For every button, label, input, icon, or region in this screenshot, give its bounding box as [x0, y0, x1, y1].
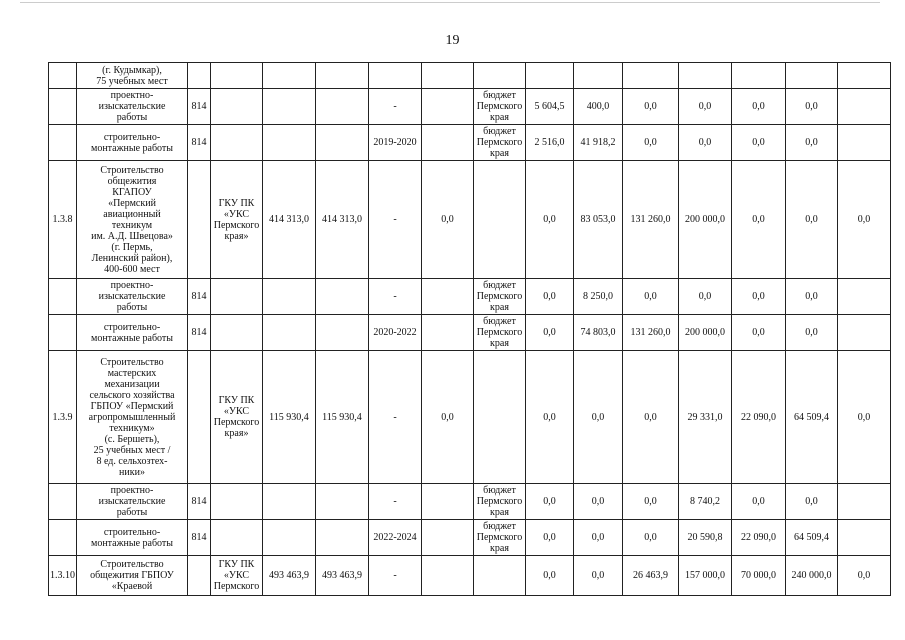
period-cell — [369, 63, 422, 89]
table-row — [49, 89, 891, 125]
year-6-amount-cell-text: 0,0 — [805, 327, 818, 338]
year-4-amount-cell-text: 8 740,2 — [690, 496, 720, 507]
year-2-amount-cell — [574, 315, 623, 351]
year-7-amount-cell — [838, 161, 891, 279]
code-cell-text: 814 — [191, 327, 207, 338]
year-7-amount-cell — [838, 125, 891, 161]
year-6-amount-cell — [786, 279, 838, 315]
year-4-amount-cell — [679, 161, 732, 279]
year-2-amount-cell-text: 400,0 — [586, 101, 610, 112]
object-name-cell-text: проектно- изыскательские работы — [98, 280, 166, 313]
estimated-cost-cell — [263, 520, 316, 556]
year-6-amount-cell — [786, 315, 838, 351]
estimated-cost-cell-text: 115 930,4 — [269, 411, 309, 423]
year-1-amount-cell-text: 0,0 — [543, 496, 556, 507]
limit-cell — [316, 279, 369, 315]
period-cell — [369, 125, 422, 161]
year-3-amount-cell-text: 131 260,0 — [630, 327, 671, 338]
object-name-cell — [77, 556, 188, 596]
year-4-amount-cell — [679, 484, 732, 520]
object-name-cell-text: строительно- монтажные работы — [90, 321, 173, 344]
page-number: 19 — [445, 33, 460, 48]
funding-source-cell-text: бюджет Пермского края — [476, 280, 523, 313]
year-3-amount-cell-text: 0,0 — [644, 291, 657, 302]
period-cell-text: - — [393, 291, 397, 302]
object-name-cell-text: проектно- изыскательские работы — [98, 485, 166, 518]
funding-source-cell — [474, 520, 526, 556]
object-name-cell — [77, 484, 188, 520]
year-2-amount-cell — [574, 161, 623, 279]
year-5-amount-cell — [732, 315, 786, 351]
customer-cell-text: ГКУ ПК «УКС Пермского — [213, 559, 260, 592]
year-4-amount-cell — [679, 556, 732, 596]
code-cell-text: 814 — [191, 101, 207, 112]
limit-cell — [316, 484, 369, 520]
table-row — [49, 484, 891, 520]
period-cell-text: 2020-2022 — [373, 327, 417, 338]
funding-source-cell — [474, 161, 526, 279]
year-7-amount-cell — [838, 351, 891, 484]
year-3-amount-cell — [623, 556, 679, 596]
year-7-amount-cell-text: 0,0 — [857, 570, 871, 581]
year-5-amount-cell — [732, 161, 786, 279]
year-2-amount-cell — [574, 520, 623, 556]
row-number-cell — [49, 315, 77, 351]
row-number-cell-text: 1.3.10 — [50, 570, 75, 581]
row-number-cell — [49, 556, 77, 596]
year-4-amount-cell-text: 200 000,0 — [685, 214, 725, 225]
code-cell — [188, 279, 211, 315]
year-4-amount-cell — [679, 520, 732, 556]
row-number-cell — [49, 484, 77, 520]
limit-cell — [316, 351, 369, 484]
remaining-cost-cell — [422, 520, 474, 556]
object-name-cell — [77, 161, 188, 279]
table-row — [49, 315, 891, 351]
year-1-amount-cell — [526, 161, 574, 279]
row-number-cell-text: 1.3.8 — [52, 214, 73, 225]
customer-cell — [211, 279, 263, 315]
year-5-amount-cell — [732, 125, 786, 161]
estimated-cost-cell — [263, 63, 316, 89]
year-7-amount-cell — [838, 63, 891, 89]
remaining-cost-cell — [422, 315, 474, 351]
estimated-cost-cell — [263, 89, 316, 125]
year-2-amount-cell-text: 41 918,2 — [580, 137, 616, 148]
year-3-amount-cell — [623, 89, 679, 125]
year-3-amount-cell-text: 0,0 — [644, 101, 657, 112]
year-2-amount-cell — [574, 63, 623, 89]
period-cell — [369, 161, 422, 279]
year-5-amount-cell-text: 0,0 — [752, 214, 765, 225]
customer-cell-text: ГКУ ПК «УКС Пермского края» — [213, 197, 260, 242]
year-3-amount-cell — [623, 161, 679, 279]
funding-source-cell — [474, 279, 526, 315]
year-4-amount-cell — [679, 279, 732, 315]
funding-source-cell-text: бюджет Пермского края — [476, 90, 523, 123]
estimated-cost-cell — [263, 161, 316, 279]
row-number-cell — [49, 279, 77, 315]
year-3-amount-cell — [623, 520, 679, 556]
table-row — [49, 520, 891, 556]
year-2-amount-cell-text: 0,0 — [591, 570, 605, 581]
customer-cell — [211, 484, 263, 520]
year-1-amount-cell — [526, 315, 574, 351]
row-number-cell — [49, 125, 77, 161]
table-row — [49, 351, 891, 484]
table-row — [49, 161, 891, 279]
limit-cell — [316, 556, 369, 596]
object-name-cell — [77, 279, 188, 315]
year-4-amount-cell — [679, 125, 732, 161]
year-6-amount-cell-text: 0,0 — [805, 101, 818, 112]
year-2-amount-cell — [574, 484, 623, 520]
limit-cell — [316, 63, 369, 89]
year-5-amount-cell-text: 70 000,0 — [741, 570, 776, 581]
limit-cell — [316, 161, 369, 279]
period-cell — [369, 520, 422, 556]
year-4-amount-cell-text: 157 000,0 — [685, 570, 725, 581]
year-3-amount-cell-text: 131 260,0 — [630, 214, 671, 225]
code-cell — [188, 315, 211, 351]
year-4-amount-cell-text: 0,0 — [698, 101, 712, 112]
year-5-amount-cell — [732, 484, 786, 520]
year-6-amount-cell-text: 240 000,0 — [791, 570, 832, 581]
year-3-amount-cell — [623, 63, 679, 89]
code-cell-text: 814 — [191, 496, 207, 507]
code-cell — [188, 556, 211, 596]
limit-cell — [316, 89, 369, 125]
year-6-amount-cell-text: 0,0 — [805, 291, 818, 302]
estimated-cost-cell — [263, 279, 316, 315]
year-3-amount-cell — [623, 125, 679, 161]
year-6-amount-cell — [786, 556, 838, 596]
year-2-amount-cell-text: 0,0 — [591, 411, 605, 423]
year-1-amount-cell — [526, 484, 574, 520]
period-cell-text: - — [393, 214, 397, 225]
year-6-amount-cell — [786, 484, 838, 520]
period-cell-text: - — [393, 101, 397, 112]
year-4-amount-cell-text: 0,0 — [698, 137, 712, 148]
year-1-amount-cell-text: 0,0 — [543, 411, 556, 423]
remaining-cost-cell-text: 0,0 — [441, 214, 454, 225]
year-1-amount-cell-text: 0,0 — [543, 327, 556, 338]
object-name-cell-text: строительно- монтажные работы — [90, 526, 173, 549]
remaining-cost-cell — [422, 161, 474, 279]
funding-source-cell-text: бюджет Пермского края — [476, 485, 523, 518]
year-4-amount-cell-text: 0,0 — [698, 291, 712, 302]
period-cell-text: - — [393, 570, 397, 581]
code-cell-text: 814 — [191, 137, 207, 148]
year-6-amount-cell-text: 0,0 — [805, 137, 818, 148]
funding-source-cell — [474, 63, 526, 89]
year-4-amount-cell — [679, 63, 732, 89]
year-3-amount-cell — [623, 351, 679, 484]
period-cell-text: - — [393, 496, 397, 507]
year-2-amount-cell — [574, 89, 623, 125]
year-5-amount-cell-text: 0,0 — [752, 496, 765, 507]
year-7-amount-cell — [838, 315, 891, 351]
object-name-cell — [77, 89, 188, 125]
year-5-amount-cell-text: 0,0 — [752, 101, 765, 112]
funding-source-cell — [474, 484, 526, 520]
customer-cell — [211, 125, 263, 161]
row-number-cell — [49, 63, 77, 89]
year-6-amount-cell — [786, 125, 838, 161]
page-top-rule — [20, 2, 880, 3]
year-2-amount-cell-text: 74 803,0 — [580, 327, 616, 338]
code-cell-text: 814 — [191, 291, 207, 302]
year-4-amount-cell — [679, 315, 732, 351]
period-cell — [369, 89, 422, 125]
period-cell — [369, 484, 422, 520]
table-row — [49, 63, 891, 89]
year-7-amount-cell — [838, 89, 891, 125]
object-name-cell-text: (г. Кудымкар), 75 учебных мест — [96, 64, 168, 87]
customer-cell — [211, 63, 263, 89]
period-cell-text: - — [393, 411, 397, 423]
row-number-cell — [49, 520, 77, 556]
period-cell-text: 2019-2020 — [373, 137, 417, 148]
table-row — [49, 556, 891, 596]
year-1-amount-cell-text: 0,0 — [543, 291, 556, 302]
year-5-amount-cell — [732, 63, 786, 89]
object-name-cell-text: Строительство общежития ГБПОУ «Краевой — [90, 559, 174, 592]
year-6-amount-cell — [786, 89, 838, 125]
remaining-cost-cell — [422, 484, 474, 520]
year-1-amount-cell-text: 2 516,0 — [534, 137, 565, 148]
year-7-amount-cell-text: 0,0 — [857, 214, 871, 225]
row-number-cell — [49, 89, 77, 125]
customer-cell-text: ГКУ ПК «УКС Пермского края» — [213, 395, 260, 439]
year-6-amount-cell — [786, 520, 838, 556]
year-6-amount-cell-text: 64 509,4 — [794, 411, 829, 423]
object-name-cell-text: Строительство общежития КГАПОУ «Пермский авиационный техникум им. А.Д. Швецова» (г. Пермь, Ленинский район), 400-600 мест — [91, 164, 173, 275]
row-number-cell — [49, 161, 77, 279]
code-cell — [188, 89, 211, 125]
year-7-amount-cell — [838, 279, 891, 315]
code-cell — [188, 351, 211, 484]
remaining-cost-cell — [422, 89, 474, 125]
object-name-cell-text: строительно- монтажные работы — [90, 131, 173, 154]
remaining-cost-cell — [422, 125, 474, 161]
period-cell — [369, 556, 422, 596]
year-1-amount-cell — [526, 125, 574, 161]
funding-source-cell — [474, 125, 526, 161]
customer-cell — [211, 520, 263, 556]
estimated-cost-cell — [263, 315, 316, 351]
year-4-amount-cell — [679, 351, 732, 484]
funding-source-cell-text: бюджет Пермского края — [476, 316, 523, 349]
year-4-amount-cell-text: 20 590,8 — [687, 532, 723, 543]
year-2-amount-cell — [574, 279, 623, 315]
limit-cell — [316, 315, 369, 351]
year-1-amount-cell-text: 0,0 — [543, 532, 556, 543]
year-6-amount-cell — [786, 63, 838, 89]
year-1-amount-cell — [526, 351, 574, 484]
object-name-cell-text: Строительство мастерских механизации сельского хозяйства ГБПОУ «Пермский агропромышленный техникум» (с. Бершеть), 25 учебных мест / 8 ед. сельхозтех- ники» — [88, 356, 176, 478]
year-7-amount-cell-text: 0,0 — [857, 411, 871, 423]
funding-source-cell — [474, 556, 526, 596]
limit-cell-text: 115 930,4 — [322, 411, 362, 423]
code-cell — [188, 125, 211, 161]
period-cell-text: 2022-2024 — [373, 532, 417, 543]
estimated-cost-cell — [263, 484, 316, 520]
remaining-cost-cell — [422, 351, 474, 484]
year-5-amount-cell-text: 22 090,0 — [741, 411, 776, 423]
customer-cell — [211, 556, 263, 596]
year-7-amount-cell — [838, 484, 891, 520]
year-6-amount-cell — [786, 351, 838, 484]
year-5-amount-cell — [732, 279, 786, 315]
funding-source-cell-text: бюджет Пермского края — [476, 521, 523, 554]
year-4-amount-cell — [679, 89, 732, 125]
year-4-amount-cell-text: 29 331,0 — [687, 411, 723, 423]
object-name-cell — [77, 125, 188, 161]
year-4-amount-cell-text: 200 000,0 — [685, 327, 725, 338]
year-2-amount-cell-text: 0,0 — [591, 532, 605, 543]
year-2-amount-cell-text: 83 053,0 — [580, 214, 616, 225]
remaining-cost-cell — [422, 556, 474, 596]
period-cell — [369, 279, 422, 315]
period-cell — [369, 351, 422, 484]
year-2-amount-cell — [574, 351, 623, 484]
customer-cell — [211, 315, 263, 351]
period-cell — [369, 315, 422, 351]
year-2-amount-cell — [574, 556, 623, 596]
object-name-cell — [77, 315, 188, 351]
code-cell-text: 814 — [191, 532, 207, 543]
code-cell — [188, 520, 211, 556]
year-5-amount-cell — [732, 351, 786, 484]
year-5-amount-cell — [732, 520, 786, 556]
code-cell — [188, 161, 211, 279]
customer-cell — [211, 351, 263, 484]
estimated-cost-cell — [263, 351, 316, 484]
estimated-cost-cell-text: 493 463,9 — [269, 570, 309, 581]
year-1-amount-cell-text: 0,0 — [543, 214, 556, 225]
year-2-amount-cell — [574, 125, 623, 161]
remaining-cost-cell — [422, 63, 474, 89]
row-number-cell — [49, 351, 77, 484]
object-name-cell — [77, 63, 188, 89]
object-name-cell — [77, 351, 188, 484]
remaining-cost-cell-text: 0,0 — [441, 411, 454, 423]
table-row — [49, 125, 891, 161]
funding-source-cell — [474, 351, 526, 484]
year-1-amount-cell — [526, 63, 574, 89]
year-3-amount-cell — [623, 279, 679, 315]
customer-cell — [211, 89, 263, 125]
year-2-amount-cell-text: 8 250,0 — [583, 291, 613, 302]
year-3-amount-cell-text: 26 463,9 — [633, 570, 668, 581]
year-1-amount-cell — [526, 89, 574, 125]
customer-cell — [211, 161, 263, 279]
year-2-amount-cell-text: 0,0 — [591, 496, 605, 507]
year-6-amount-cell-text: 0,0 — [805, 496, 818, 507]
limit-cell-text: 493 463,9 — [322, 570, 362, 581]
year-3-amount-cell-text: 0,0 — [644, 411, 657, 423]
object-name-cell — [77, 520, 188, 556]
year-5-amount-cell-text: 22 090,0 — [741, 532, 776, 543]
year-5-amount-cell-text: 0,0 — [752, 137, 765, 148]
year-1-amount-cell-text: 5 604,5 — [534, 101, 565, 112]
year-3-amount-cell-text: 0,0 — [644, 496, 657, 507]
remaining-cost-cell — [422, 279, 474, 315]
estimated-cost-cell-text: 414 313,0 — [269, 214, 309, 225]
year-5-amount-cell-text: 0,0 — [752, 291, 765, 302]
estimated-cost-cell — [263, 556, 316, 596]
row-number-cell-text: 1.3.9 — [52, 411, 73, 423]
year-7-amount-cell — [838, 556, 891, 596]
year-3-amount-cell-text: 0,0 — [644, 532, 657, 543]
funding-source-cell — [474, 89, 526, 125]
year-5-amount-cell — [732, 556, 786, 596]
limit-cell-text: 414 313,0 — [322, 214, 362, 225]
funding-source-cell-text: бюджет Пермского края — [476, 126, 523, 159]
year-5-amount-cell-text: 0,0 — [752, 327, 765, 338]
year-3-amount-cell — [623, 484, 679, 520]
limit-cell — [316, 520, 369, 556]
estimated-cost-cell — [263, 125, 316, 161]
limit-cell — [316, 125, 369, 161]
year-3-amount-cell — [623, 315, 679, 351]
year-5-amount-cell — [732, 89, 786, 125]
year-1-amount-cell — [526, 520, 574, 556]
table-row — [49, 279, 891, 315]
funding-source-cell — [474, 315, 526, 351]
year-3-amount-cell-text: 0,0 — [644, 137, 657, 148]
year-1-amount-cell-text: 0,0 — [543, 570, 556, 581]
year-7-amount-cell — [838, 520, 891, 556]
budget-table — [48, 62, 891, 596]
code-cell — [188, 484, 211, 520]
year-6-amount-cell — [786, 161, 838, 279]
year-1-amount-cell — [526, 279, 574, 315]
year-6-amount-cell-text: 64 509,4 — [794, 532, 829, 543]
year-1-amount-cell — [526, 556, 574, 596]
year-6-amount-cell-text: 0,0 — [805, 214, 818, 225]
object-name-cell-text: проектно- изыскательские работы — [98, 90, 166, 123]
code-cell — [188, 63, 211, 89]
